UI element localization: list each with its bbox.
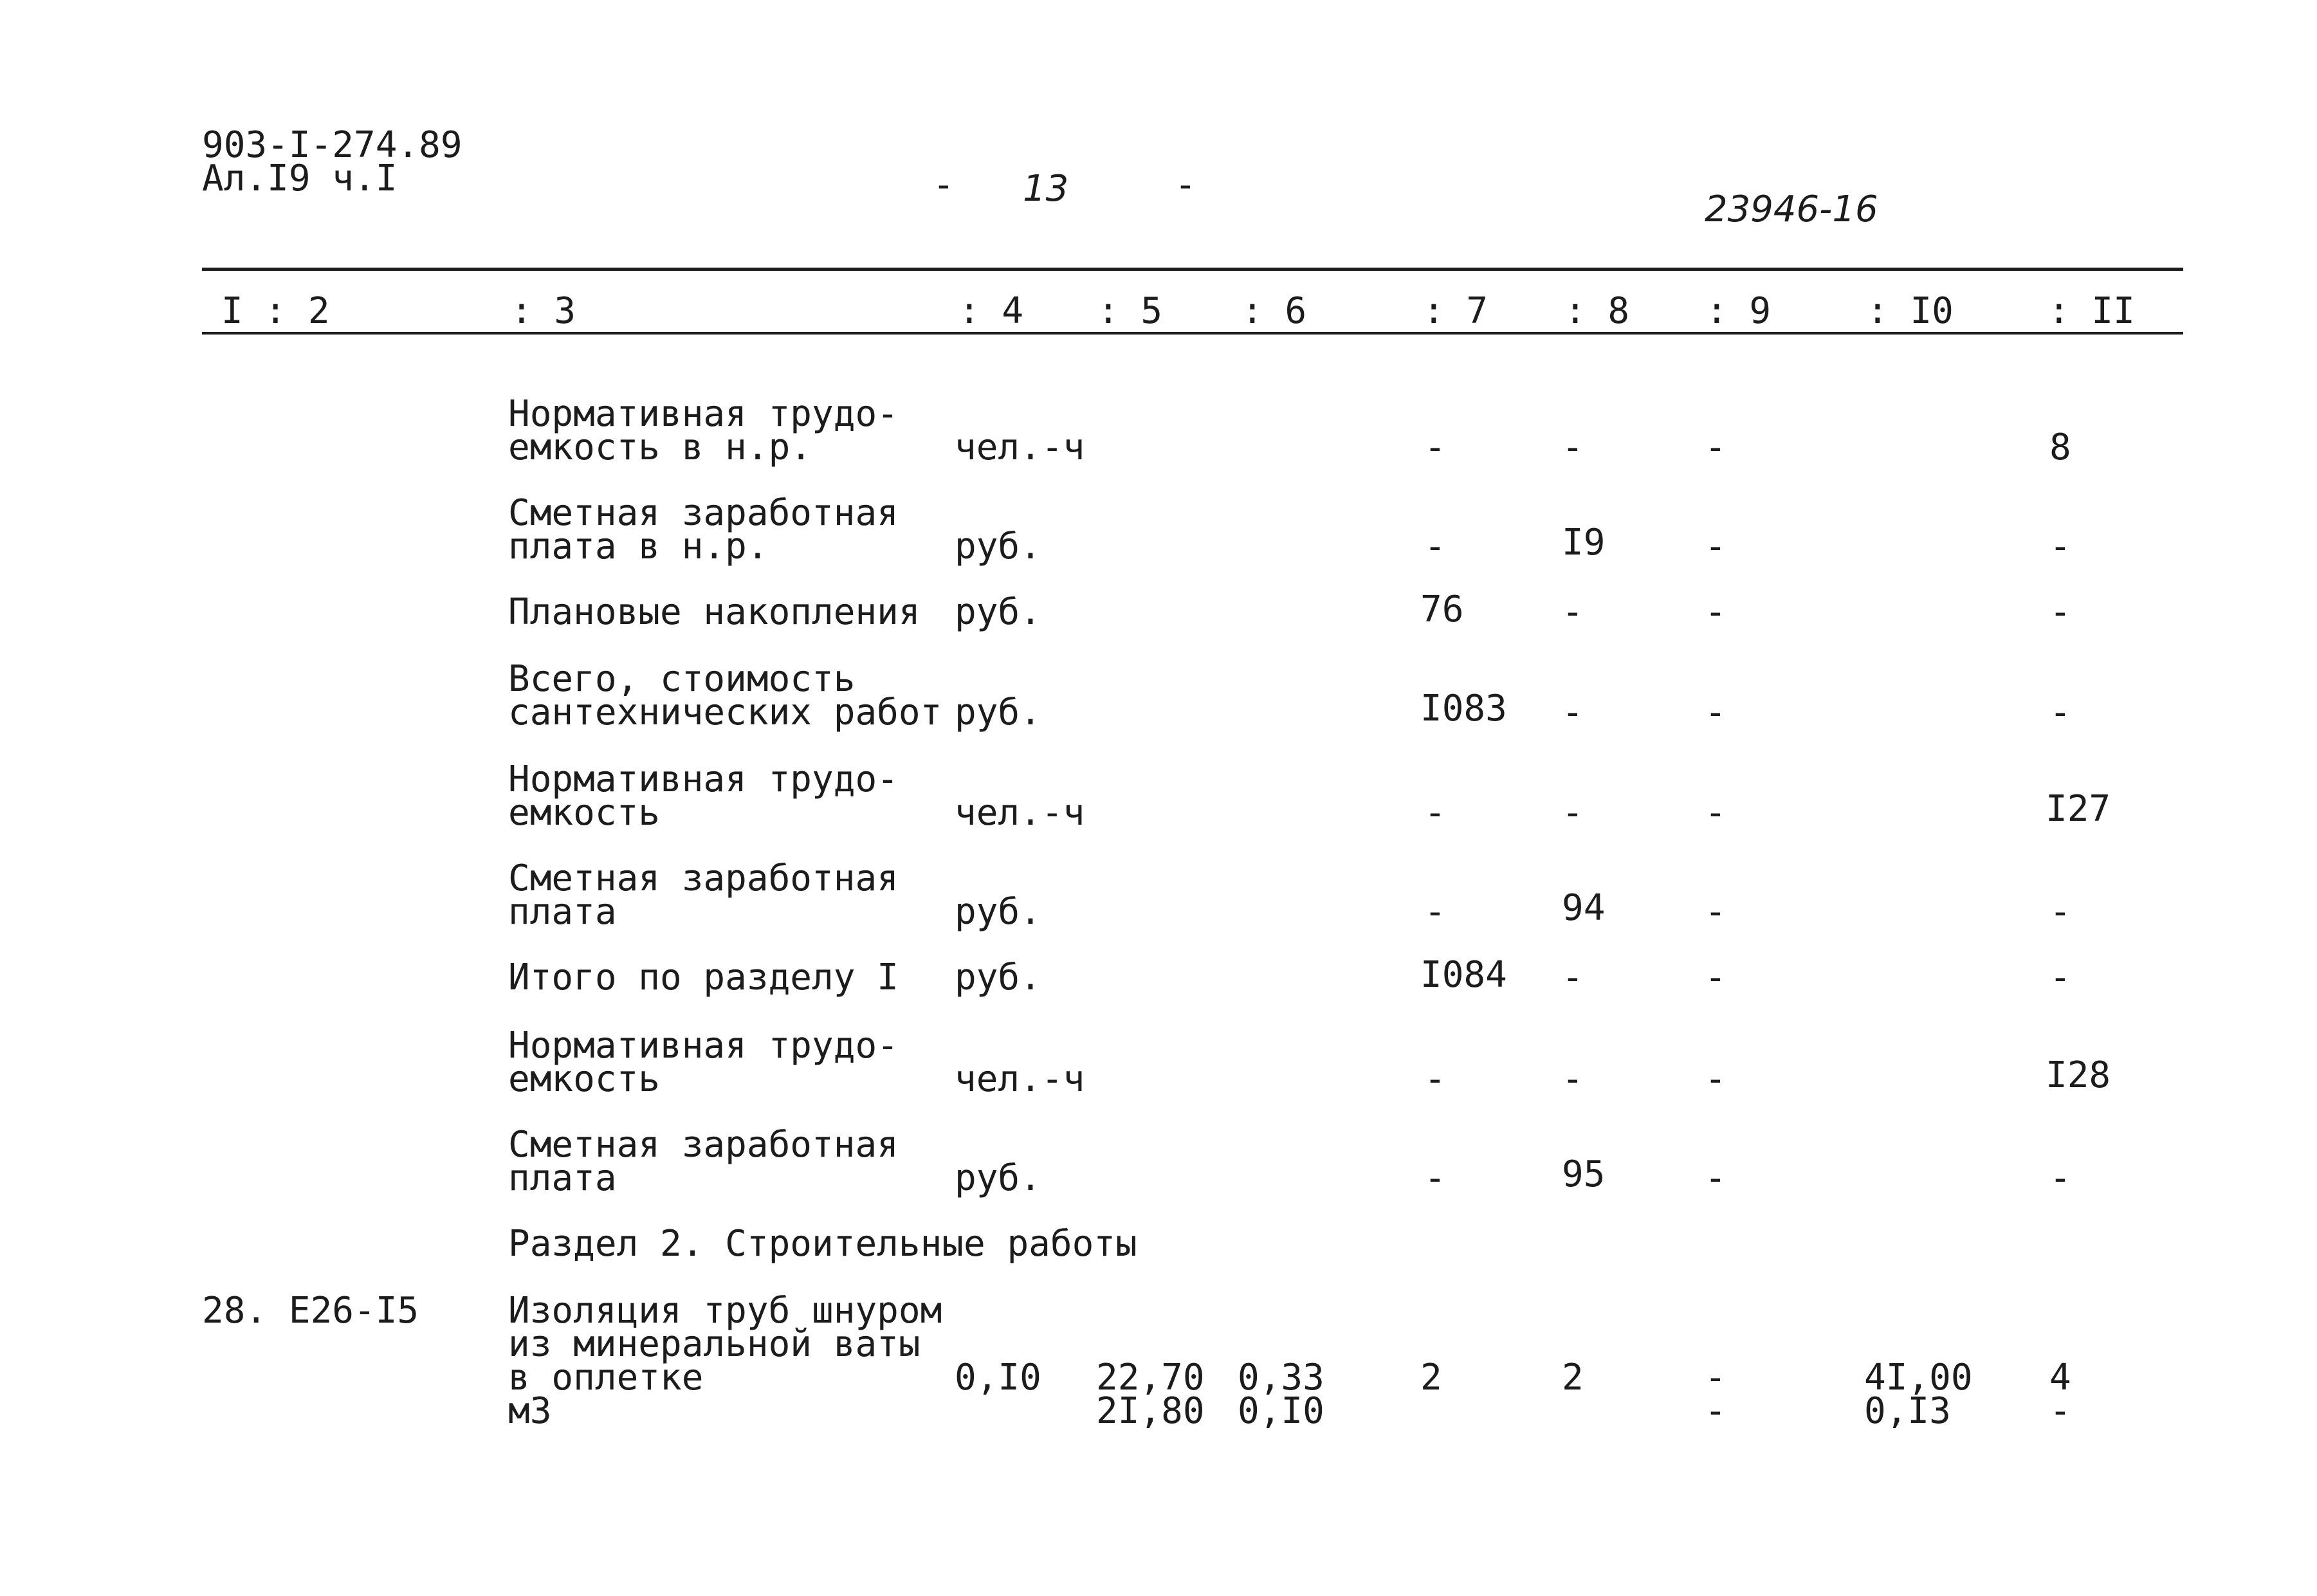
cell-col9: - bbox=[1705, 692, 1726, 733]
cell-col8: - bbox=[1562, 692, 1584, 733]
album-reference: Ал.I9 ч.I bbox=[202, 158, 398, 199]
cell-col9: - bbox=[1705, 526, 1726, 567]
cell-col8: - bbox=[1562, 1058, 1584, 1100]
cell-col9: - bbox=[1705, 957, 1726, 998]
page-dash-right: - bbox=[1175, 164, 1196, 206]
cell-col11: - bbox=[2049, 591, 2071, 633]
column-number: : 3 bbox=[511, 290, 576, 332]
row-description: Итого по разделу I bbox=[508, 957, 899, 998]
cell-col11: - bbox=[2049, 957, 2071, 998]
cell-col11: 4 - bbox=[2049, 1357, 2071, 1432]
row-unit: руб. bbox=[955, 1157, 1041, 1199]
row-description: Всего, стоимость сантехнических работ bbox=[508, 658, 942, 733]
cell-col7: I084 bbox=[1420, 954, 1507, 996]
row-unit: руб. bbox=[955, 891, 1041, 933]
item-description: Изоляция труб шнуром из минеральной ваты в оплетке м3 bbox=[508, 1290, 942, 1432]
cell-col7: - bbox=[1424, 1058, 1446, 1100]
column-number: : II bbox=[2048, 290, 2135, 332]
table-top-rule bbox=[202, 268, 2183, 271]
row-unit: чел.-ч bbox=[955, 1058, 1085, 1100]
column-number: : 7 bbox=[1423, 290, 1488, 332]
cell-col11: I28 bbox=[2046, 1054, 2111, 1096]
column-number: : 5 bbox=[1097, 290, 1163, 332]
inventory-number: 23946-16 bbox=[1705, 188, 1878, 230]
column-number: : 9 bbox=[1706, 290, 1772, 332]
cell-col7: - bbox=[1424, 891, 1446, 933]
row-unit: чел.-ч bbox=[955, 792, 1085, 834]
cell-col11: 8 bbox=[2049, 427, 2071, 468]
row-description: Нормативная трудо- емкость bbox=[508, 758, 899, 834]
cell-col11: I27 bbox=[2046, 788, 2111, 830]
section-title: Раздел 2. Строительные работы bbox=[508, 1223, 1137, 1265]
column-number: : 4 bbox=[958, 290, 1024, 332]
table-header-rule bbox=[202, 332, 2183, 335]
row-description: Сметная заработная плата bbox=[508, 1124, 899, 1199]
cell-col11: - bbox=[2049, 891, 2071, 933]
page-dash-left: - bbox=[933, 164, 955, 206]
cell-col8: - bbox=[1562, 792, 1584, 834]
cell-col9: - bbox=[1705, 1157, 1726, 1199]
row-unit: чел.-ч bbox=[955, 427, 1085, 468]
row-description: Нормативная трудо- емкость в н.р. bbox=[508, 393, 899, 468]
row-description: Плановые накопления bbox=[508, 591, 920, 633]
row-unit: руб. bbox=[955, 692, 1041, 733]
row-description: Сметная заработная плата в н.р. bbox=[508, 492, 899, 567]
cell-col8: - bbox=[1562, 591, 1584, 633]
cell-col7: 76 bbox=[1420, 589, 1464, 630]
column-number: : I0 bbox=[1867, 290, 1954, 332]
cell-col8: 2 bbox=[1562, 1357, 1584, 1399]
cell-col9: - - bbox=[1705, 1357, 1726, 1432]
cell-col7: I083 bbox=[1420, 688, 1507, 729]
cell-col8: 95 bbox=[1562, 1153, 1606, 1195]
cell-col4: 0,I0 bbox=[955, 1357, 1041, 1399]
cell-col9: - bbox=[1705, 792, 1726, 834]
row-description: Сметная заработная плата bbox=[508, 858, 899, 933]
cell-col9: - bbox=[1705, 591, 1726, 633]
cell-col8: 94 bbox=[1562, 887, 1606, 929]
cell-col7: - bbox=[1424, 1157, 1446, 1199]
cell-col8: - bbox=[1562, 427, 1584, 468]
cell-col7: - bbox=[1424, 526, 1446, 567]
column-number: : 8 bbox=[1564, 290, 1630, 332]
row-description: Нормативная трудо- емкость bbox=[508, 1025, 899, 1100]
page-number: 13 bbox=[1023, 168, 1069, 210]
cell-col7: - bbox=[1424, 427, 1446, 468]
cell-col9: - bbox=[1705, 427, 1726, 468]
row-unit: руб. bbox=[955, 957, 1041, 998]
cell-col7: 2 bbox=[1420, 1357, 1442, 1399]
document-code: 903-I-274.89 bbox=[202, 124, 462, 166]
row-unit: руб. bbox=[955, 526, 1041, 567]
column-number: I : 2 bbox=[221, 290, 330, 332]
item-position: 28. Е26-I5 bbox=[202, 1290, 419, 1332]
cell-col6: 0,33 0,I0 bbox=[1238, 1357, 1324, 1432]
row-unit: руб. bbox=[955, 591, 1041, 633]
cell-col7: - bbox=[1424, 792, 1446, 834]
cell-col9: - bbox=[1705, 891, 1726, 933]
cell-col9: - bbox=[1705, 1058, 1726, 1100]
column-number: : 6 bbox=[1241, 290, 1307, 332]
cell-col5: 22,70 2I,80 bbox=[1096, 1357, 1205, 1432]
cell-col10: 4I,00 0,I3 bbox=[1864, 1357, 1973, 1432]
cell-col8: - bbox=[1562, 957, 1584, 998]
cell-col11: - bbox=[2049, 1157, 2071, 1199]
cell-col8: I9 bbox=[1562, 522, 1606, 564]
cell-col11: - bbox=[2049, 692, 2071, 733]
cell-col11: - bbox=[2049, 526, 2071, 567]
